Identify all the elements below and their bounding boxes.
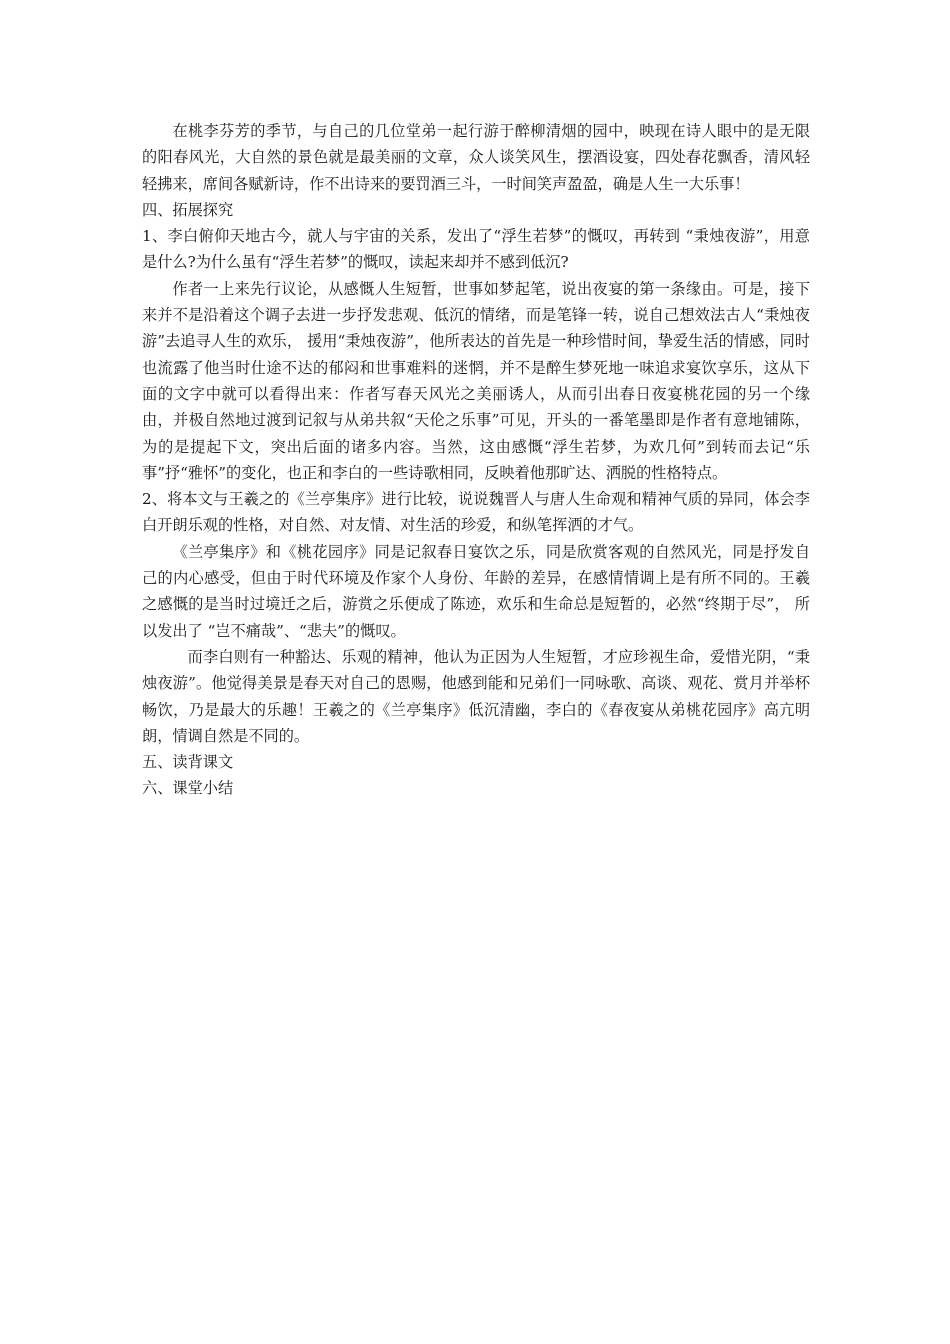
section-heading-extension: 四、拓展探究 xyxy=(142,200,234,219)
question-2: 2、将本文与王羲之的《兰亭集序》进行比较，说说魏晋人与唐人生命观和精神气质的异同，体会李白开朗乐观的性格，对自然、对友情、对生活的珍爱，和纵笔挥洒的才气。 xyxy=(142,490,810,535)
question-1: 1、李白俯仰天地古今，就人与宇宙的关系，发出了“浮生若梦”的慨叹，再转到 “秉烛夜游”，用意是什么?为什么虽有“浮生若梦”的慨叹，读起来却并不感到低沉? xyxy=(142,227,810,272)
answer-2-paragraph-1: 《兰亭集序》和《桃花园序》同是记叙春日宴饮之乐，同是欣赏客观的自然风光，同是抒发自己的内心感受，但由于时代环境及作家个人身份、年龄的差异，在感情情调上是有所不同的。王羲之感慨的是当时过境迁之后，游赏之乐便成了陈迹，欢乐和生命总是短暂的，必然“终期于尽”， 所以发出了 “岂不痛哉”、“悲夫”的慨叹。 xyxy=(142,542,810,640)
section-heading-summary: 六、课堂小结 xyxy=(142,779,234,798)
answer-1: 作者一上来先行议论，从感慨人生短暂，世事如梦起笔，说出夜宴的第一条缘由。可是，接下来并不是沿着这个调子去进一步抒发悲观、低沉的情绪，而是笔锋一转，说自己想效法古人“秉烛夜游”去追寻人生的欢乐， 援用“秉烛夜游”，他所表达的首先是一种珍惜时间，挚爱生活的情感，同时也流露了他当时仕途不达的郁闷和世事难料的迷惘，并不是醉生梦死地一味追求宴饮享乐，这从下面的文字中就可以看得出来：作者写春天风光之美丽诱人，从而引出春日夜宴桃花园的另一个缘由，并极自然地过渡到记叙与从弟共叙“天伦之乐事”可见，开头的一番笔墨即是作者有意地铺陈，为的是提起下文，突出后面的诸多内容。当然，这由感慨“浮生若梦，为欢几何”到转而去记“乐事”抒“雅怀”的变化，也正和李白的一些诗歌相同，反映着他那旷达、洒脱的性格特点。 xyxy=(142,279,810,482)
intro-paragraph: 在桃李芬芳的季节，与自己的几位堂弟一起行游于醉柳清烟的园中，映现在诗人眼中的是无限的阳春风光，大自然的景色就是最美丽的文章，众人谈笑风生，摆酒设宴，四处春花飘香，清风轻轻拂来，席间各赋新诗，作不出诗来的要罚酒三斗，一时间笑声盈盈，确是人生一大乐事！ xyxy=(142,122,810,193)
answer-2-paragraph-2: 而李白则有一种豁达、乐观的精神，他认为正因为人生短暂，才应珍视生命，爱惜光阴，“秉烛夜游”。他觉得美景是春天对自己的恩赐，他感到能和兄弟们一同咏歌、高谈、观花、赏月并举杯畅饮，乃是最大的乐趣！王羲之的《兰亭集序》低沉清幽，李白的《春夜宴从弟桃花园序》高亢明朗，情调自然是不同的。 xyxy=(142,647,810,745)
document-body xyxy=(142,118,810,802)
section-heading-recite: 五、读背课文 xyxy=(142,753,234,772)
